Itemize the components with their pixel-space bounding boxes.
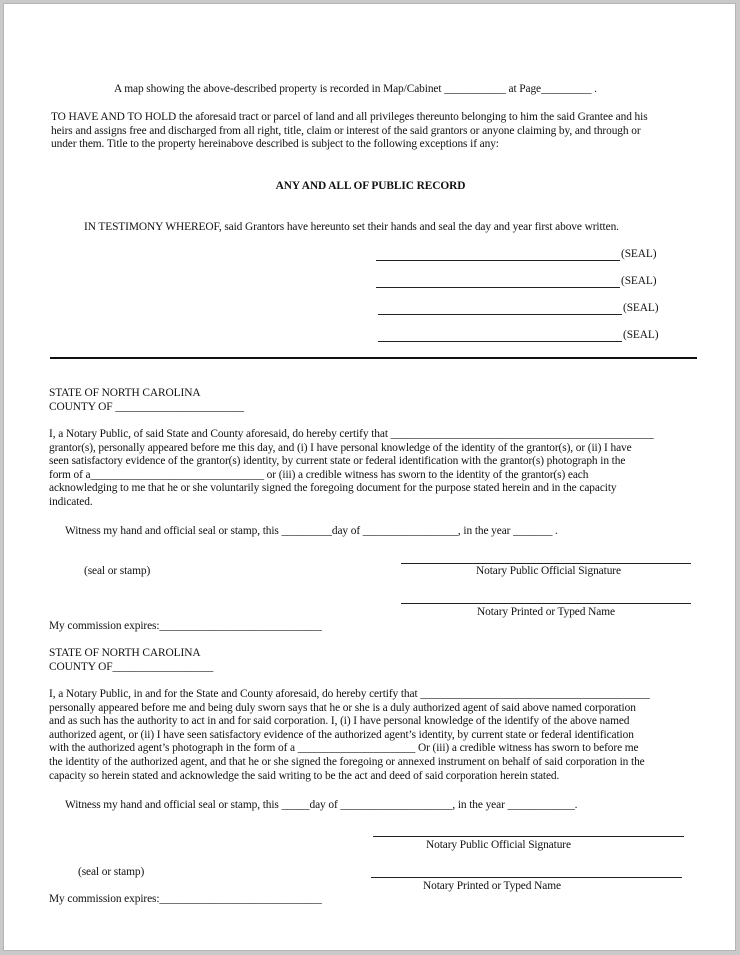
habendum-clause bbox=[51, 111, 648, 152]
ack1-line: grantor(s), personally appeared before me this day, and (i) I have personal knowledge of the identity of the grantor(s), or (ii) I have bbox=[49, 441, 632, 454]
ack2-line: and as such has the authority to act in and for said corporation. I, (i) I have personal knowledge of the identify of the above named bbox=[49, 715, 630, 728]
ack2-county: COUNTY OF__________________ bbox=[49, 661, 214, 673]
habendum-line: heirs and assigns free and discharged from all right, title, claim or interest of the said grantors or anyone claiming by, and through or bbox=[51, 124, 641, 137]
ack1-line: indicated. bbox=[49, 495, 93, 508]
ack2-line: with the authorized agent’s photograph in the form of a _____________________ Or (iii) a credible witness has sworn to before me bbox=[49, 742, 639, 755]
ack2-commission: My commission expires:_____________________________ bbox=[49, 893, 322, 905]
ack1-county: COUNTY OF _______________________ bbox=[49, 401, 244, 413]
testimony-clause: IN TESTIMONY WHEREOF, said Grantors have hereunto set their hands and seal the day and year first above written. bbox=[84, 221, 619, 233]
seal-label: (SEAL) bbox=[621, 275, 657, 287]
ack1-line: I, a Notary Public, of said State and County aforesaid, do hereby certify that _______________________________________________ bbox=[49, 428, 654, 440]
ack1-line: seen satisfactory evidence of the grantor(s) identity, by current state or federal identification with the grantor(s) photograph in the bbox=[49, 455, 626, 468]
ack2-notary-signature-line[interactable] bbox=[373, 836, 684, 837]
ack2-line: authorized agent, or (ii) I have seen satisfactory evidence of the authorized agent’s identity, by current state or federal identification bbox=[49, 728, 634, 741]
seal-label: (SEAL) bbox=[623, 329, 659, 341]
ack1-seal-or-stamp: (seal or stamp) bbox=[84, 565, 151, 577]
ack1-state: STATE OF NORTH CAROLINA bbox=[49, 387, 201, 399]
habendum-line: TO HAVE AND TO HOLD the aforesaid tract or parcel of land and all privileges thereunto belonging to him the said Grantee and his bbox=[51, 111, 648, 123]
ack2-line: the identity of the authorized agent, and that he or she signed the foregoing or annexed instrument on behalf of said corporation in the bbox=[49, 755, 645, 768]
section-divider bbox=[50, 357, 697, 359]
exceptions-heading: ANY AND ALL OF PUBLIC RECORD bbox=[275, 180, 466, 192]
deed-page bbox=[3, 3, 736, 951]
ack1-name-label: Notary Printed or Typed Name bbox=[477, 606, 615, 618]
ack2-line: I, a Notary Public, in and for the State and County aforesaid, do hereby certify that _________________________________________ bbox=[49, 688, 650, 700]
ack1-notary-name-line[interactable] bbox=[401, 603, 691, 604]
ack2-line: capacity so herein stated and acknowledge the said writing to be the act and deed of said corporation herein stated. bbox=[49, 769, 560, 782]
map-recording-line: A map showing the above-described property is recorded in Map/Cabinet ___________ at Page_________ . bbox=[114, 83, 597, 95]
grantor-signature-line[interactable] bbox=[378, 314, 622, 315]
ack2-name-label: Notary Printed or Typed Name bbox=[423, 880, 561, 892]
grantor-signature-line[interactable] bbox=[378, 341, 622, 342]
ack1-notary-signature-line[interactable] bbox=[401, 563, 691, 564]
seal-label: (SEAL) bbox=[623, 302, 659, 314]
ack2-line: personally appeared before me and being duly sworn says that he or she is a duly authorized agent of said above named corporation bbox=[49, 701, 636, 714]
ack1-line: form of a_______________________________ or (iii) a credible witness has sworn to the identity of the grantor(s) each bbox=[49, 468, 589, 481]
seal-label: (SEAL) bbox=[621, 248, 657, 260]
ack2-signature-label: Notary Public Official Signature bbox=[426, 839, 571, 851]
ack2-state: STATE OF NORTH CAROLINA bbox=[49, 647, 201, 659]
ack1-signature-label: Notary Public Official Signature bbox=[476, 565, 621, 577]
ack2-seal-or-stamp: (seal or stamp) bbox=[78, 866, 145, 878]
ack2-certificate bbox=[49, 688, 650, 783]
habendum-line: under them. Title to the property hereinabove described is subject to the following exceptions if any: bbox=[51, 138, 499, 151]
grantor-signature-line[interactable] bbox=[376, 287, 620, 288]
ack2-witness-line: Witness my hand and official seal or stamp, this _____day of ____________________, in the year ____________. bbox=[65, 799, 578, 811]
grantor-signature-line[interactable] bbox=[376, 260, 620, 261]
ack1-certificate bbox=[49, 428, 654, 510]
ack1-commission: My commission expires:_____________________________ bbox=[49, 620, 322, 632]
ack1-witness-line: Witness my hand and official seal or stamp, this _________day of _________________, in the year _______ . bbox=[65, 525, 558, 537]
ack2-notary-name-line[interactable] bbox=[371, 877, 682, 878]
ack1-line: acknowledging to me that he or she voluntarily signed the foregoing document for the purpose stated herein and in the capacity bbox=[49, 482, 617, 495]
